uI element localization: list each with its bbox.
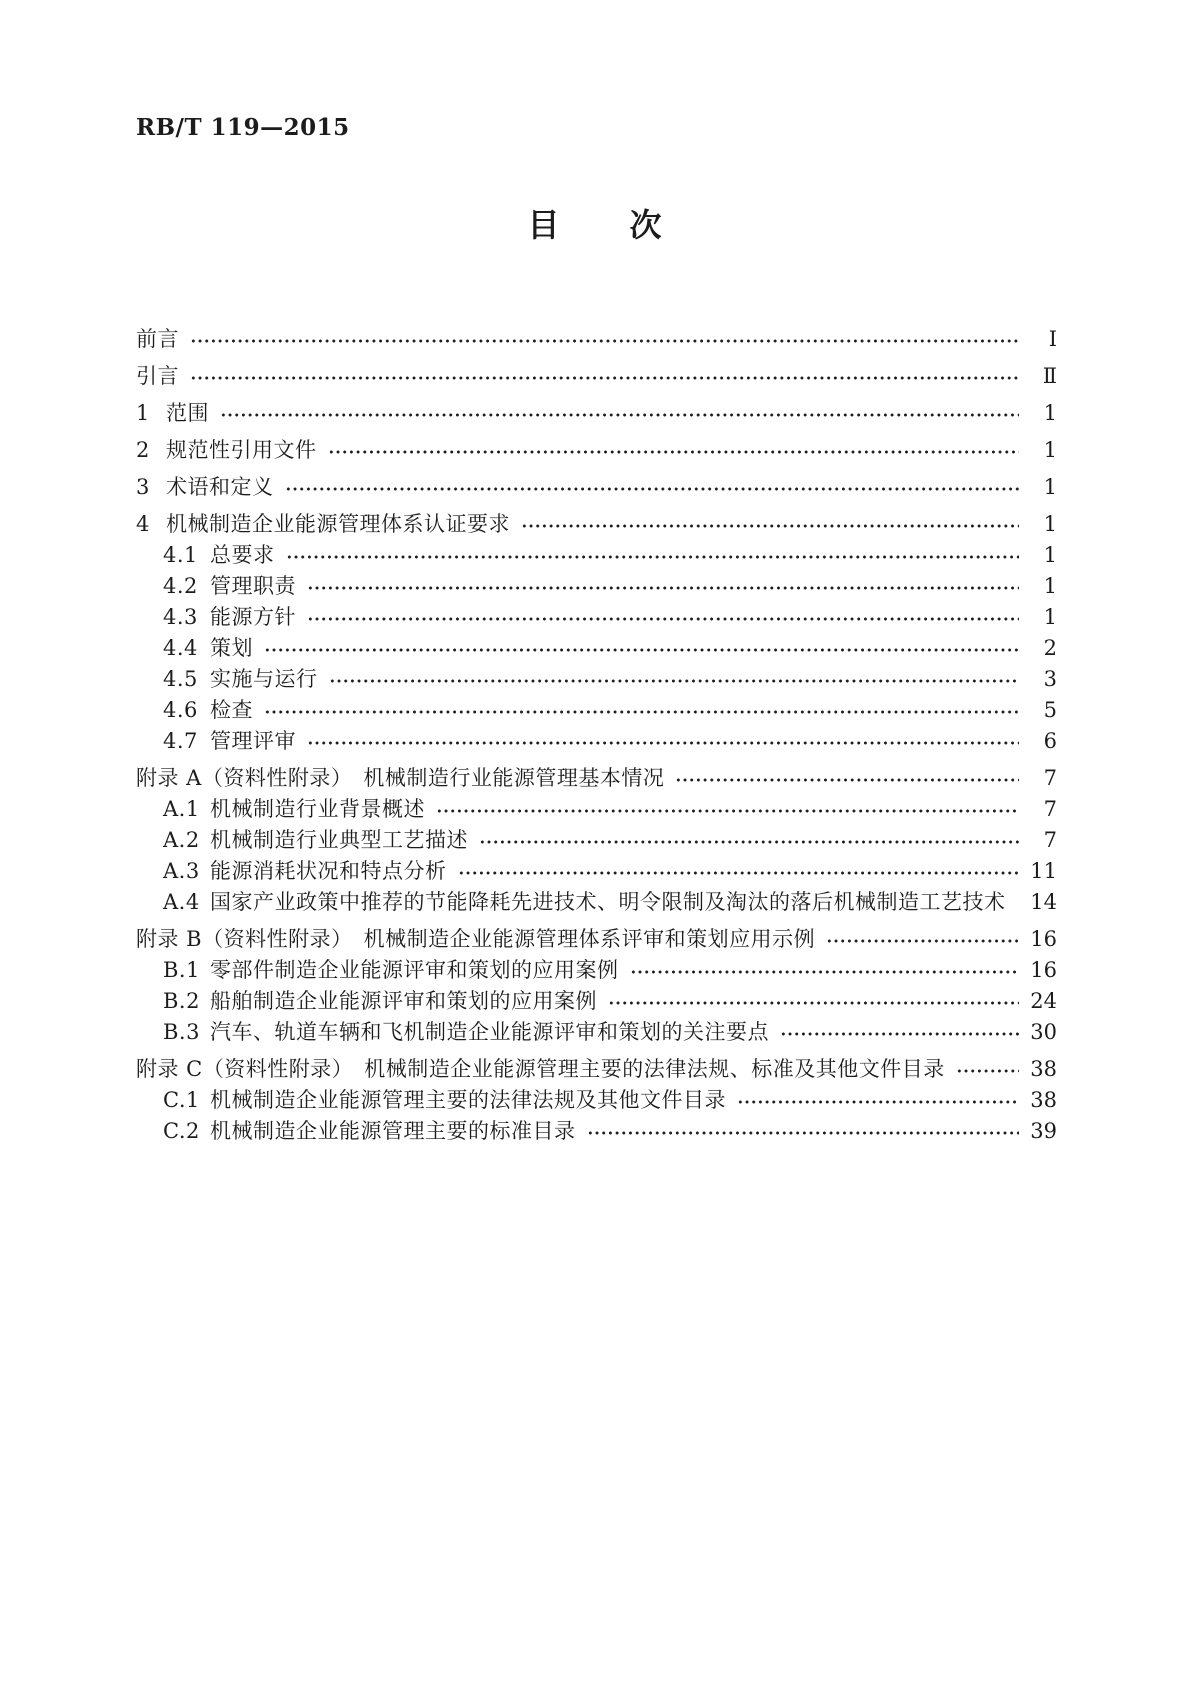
toc-entry-label: 机械制造企业能源管理体系认证要求 <box>166 512 510 536</box>
toc-entry-label: 附录 B（资料性附录） 机械制造企业能源管理体系评审和策划应用示例 <box>136 927 816 951</box>
toc-row <box>136 825 1057 856</box>
toc-entry-number: 4.4 <box>163 636 198 660</box>
toc-row <box>136 435 1057 466</box>
toc-entry-number: A.1 <box>163 797 200 821</box>
toc-row <box>136 763 1057 794</box>
toc-entry-label: 总要求 <box>210 543 275 567</box>
dot-leader <box>630 966 1020 978</box>
page-number: Ⅰ <box>1048 327 1057 351</box>
dot-leader <box>329 675 1020 687</box>
toc-entry-label: 船舶制造企业能源评审和策划的应用案例 <box>210 989 597 1013</box>
toc-row <box>136 1085 1057 1116</box>
toc-row <box>136 472 1057 503</box>
dot-leader <box>826 935 1019 947</box>
toc-row <box>136 361 1057 392</box>
dot-leader <box>608 997 1019 1009</box>
toc-entry-number: 4.1 <box>163 543 198 567</box>
page-number: 1 <box>1043 543 1057 567</box>
toc-row <box>136 856 1057 887</box>
toc-entry-label: 管理评审 <box>210 729 296 753</box>
page-number: 2 <box>1043 636 1057 660</box>
dot-leader <box>220 409 1019 421</box>
toc-entry-number: 4 <box>136 512 150 536</box>
toc-row <box>136 664 1057 695</box>
dot-leader <box>190 335 1019 347</box>
page-number: 5 <box>1043 698 1057 722</box>
dot-leader <box>190 372 1019 384</box>
page-number: 16 <box>1030 958 1057 982</box>
toc-row <box>136 633 1057 664</box>
toc-row <box>136 986 1057 1017</box>
dot-leader <box>285 483 1020 495</box>
toc-row <box>136 726 1057 757</box>
page-number: 1 <box>1043 512 1057 536</box>
dot-leader <box>307 737 1019 749</box>
page-number: 7 <box>1043 797 1057 821</box>
toc-entry-label: 机械制造行业背景概述 <box>210 797 425 821</box>
toc-entry-label: 管理职责 <box>210 574 296 598</box>
toc-entry-number: B.3 <box>163 1020 200 1044</box>
dot-leader <box>307 582 1019 594</box>
toc-entry-number: A.3 <box>163 859 200 883</box>
toc-entry-label: 能源方针 <box>210 605 296 629</box>
toc-entry-label: 机械制造企业能源管理主要的标准目录 <box>210 1119 576 1143</box>
dot-leader <box>328 446 1020 458</box>
toc-row <box>136 955 1057 986</box>
toc-entry-label: 前言 <box>136 327 179 351</box>
toc-entry-number: B.1 <box>163 958 200 982</box>
toc-row <box>136 887 1057 918</box>
toc-entry-label: 术语和定义 <box>166 475 274 499</box>
toc-row <box>136 398 1057 429</box>
dot-leader <box>264 706 1019 718</box>
toc-entry-number: 4.6 <box>163 698 198 722</box>
dot-leader <box>1017 898 1020 910</box>
dot-leader <box>307 613 1019 625</box>
toc-entry-number: C.2 <box>163 1119 200 1143</box>
toc-page-title: 目 次 <box>527 206 664 244</box>
toc-entry-number: 4.3 <box>163 605 198 629</box>
toc-entry-label: 汽车、轨道车辆和飞机制造企业能源评审和策划的关注要点 <box>210 1020 769 1044</box>
page-number: 1 <box>1043 605 1057 629</box>
toc-entry-label: 引言 <box>136 364 179 388</box>
toc-entry-number: 2 <box>136 438 150 462</box>
page-number: 1 <box>1043 475 1057 499</box>
page-number: 1 <box>1043 574 1057 598</box>
dot-leader <box>436 805 1019 817</box>
toc-row <box>136 794 1057 825</box>
toc-entry-number: 4.2 <box>163 574 198 598</box>
toc-entry-label: 实施与运行 <box>210 667 318 691</box>
toc-entry-number: 1 <box>136 401 150 425</box>
page-number: 7 <box>1043 828 1057 852</box>
toc-row <box>136 540 1057 571</box>
toc-row <box>136 1054 1057 1085</box>
toc-entry-number: C.1 <box>163 1088 200 1112</box>
toc-entry-label: 能源消耗状况和特点分析 <box>210 859 447 883</box>
toc-row <box>136 571 1057 602</box>
page-number: 3 <box>1043 667 1057 691</box>
toc-entry-label: 附录 A（资料性附录） 机械制造行业能源管理基本情况 <box>136 766 665 790</box>
dot-leader <box>587 1127 1020 1139</box>
standard-number: RB/T 119—2015 <box>136 114 350 141</box>
page-number: 7 <box>1043 766 1057 790</box>
toc-entry-number: 4.5 <box>163 667 198 691</box>
toc-entry-label: 零部件制造企业能源评审和策划的应用案例 <box>210 958 619 982</box>
page-number: 38 <box>1030 1057 1057 1081</box>
toc-entry-label: 策划 <box>210 636 253 660</box>
dot-leader <box>675 774 1019 786</box>
toc-row <box>136 695 1057 726</box>
dot-leader <box>286 551 1020 563</box>
toc-entry-label: 机械制造行业典型工艺描述 <box>210 828 468 852</box>
toc-entry-label: 范围 <box>166 401 209 425</box>
page-number: 14 <box>1030 890 1057 914</box>
toc-list <box>136 324 1057 1147</box>
toc-row <box>136 324 1057 355</box>
page-number: Ⅱ <box>1042 364 1057 388</box>
dot-leader <box>479 836 1019 848</box>
page-number: 6 <box>1043 729 1057 753</box>
toc-entry-label: 机械制造企业能源管理主要的法律法规及其他文件目录 <box>210 1088 726 1112</box>
toc-entry-label: 检查 <box>210 698 253 722</box>
page-number: 1 <box>1043 438 1057 462</box>
toc-row <box>136 1017 1057 1048</box>
toc-entry-number: 4.7 <box>163 729 198 753</box>
dot-leader <box>458 867 1020 879</box>
toc-entry-number: A.4 <box>163 890 200 914</box>
toc-row <box>136 509 1057 540</box>
toc-entry-number: 3 <box>136 475 150 499</box>
page-number: 1 <box>1043 401 1057 425</box>
dot-leader <box>780 1028 1019 1040</box>
page-number: 11 <box>1030 859 1057 883</box>
page-number: 30 <box>1030 1020 1057 1044</box>
page-number: 24 <box>1030 989 1057 1013</box>
page-number: 38 <box>1030 1088 1057 1112</box>
toc-entry-label: 附录 C（资料性附录） 机械制造企业能源管理主要的法律法规、标准及其他文件目录 <box>136 1057 945 1081</box>
page-number: 16 <box>1030 927 1057 951</box>
toc-row <box>136 1116 1057 1147</box>
toc-entry-label: 规范性引用文件 <box>166 438 317 462</box>
dot-leader <box>737 1096 1019 1108</box>
toc-row <box>136 924 1057 955</box>
dot-leader <box>264 644 1019 656</box>
page-number: 39 <box>1030 1119 1057 1143</box>
dot-leader <box>956 1065 1019 1077</box>
toc-entry-label: 国家产业政策中推荐的节能降耗先进技术、明令限制及淘汰的落后机械制造工艺技术 <box>210 890 1006 914</box>
toc-row <box>136 602 1057 633</box>
toc-entry-number: B.2 <box>163 989 200 1013</box>
dot-leader <box>521 520 1019 532</box>
toc-entry-number: A.2 <box>163 828 200 852</box>
